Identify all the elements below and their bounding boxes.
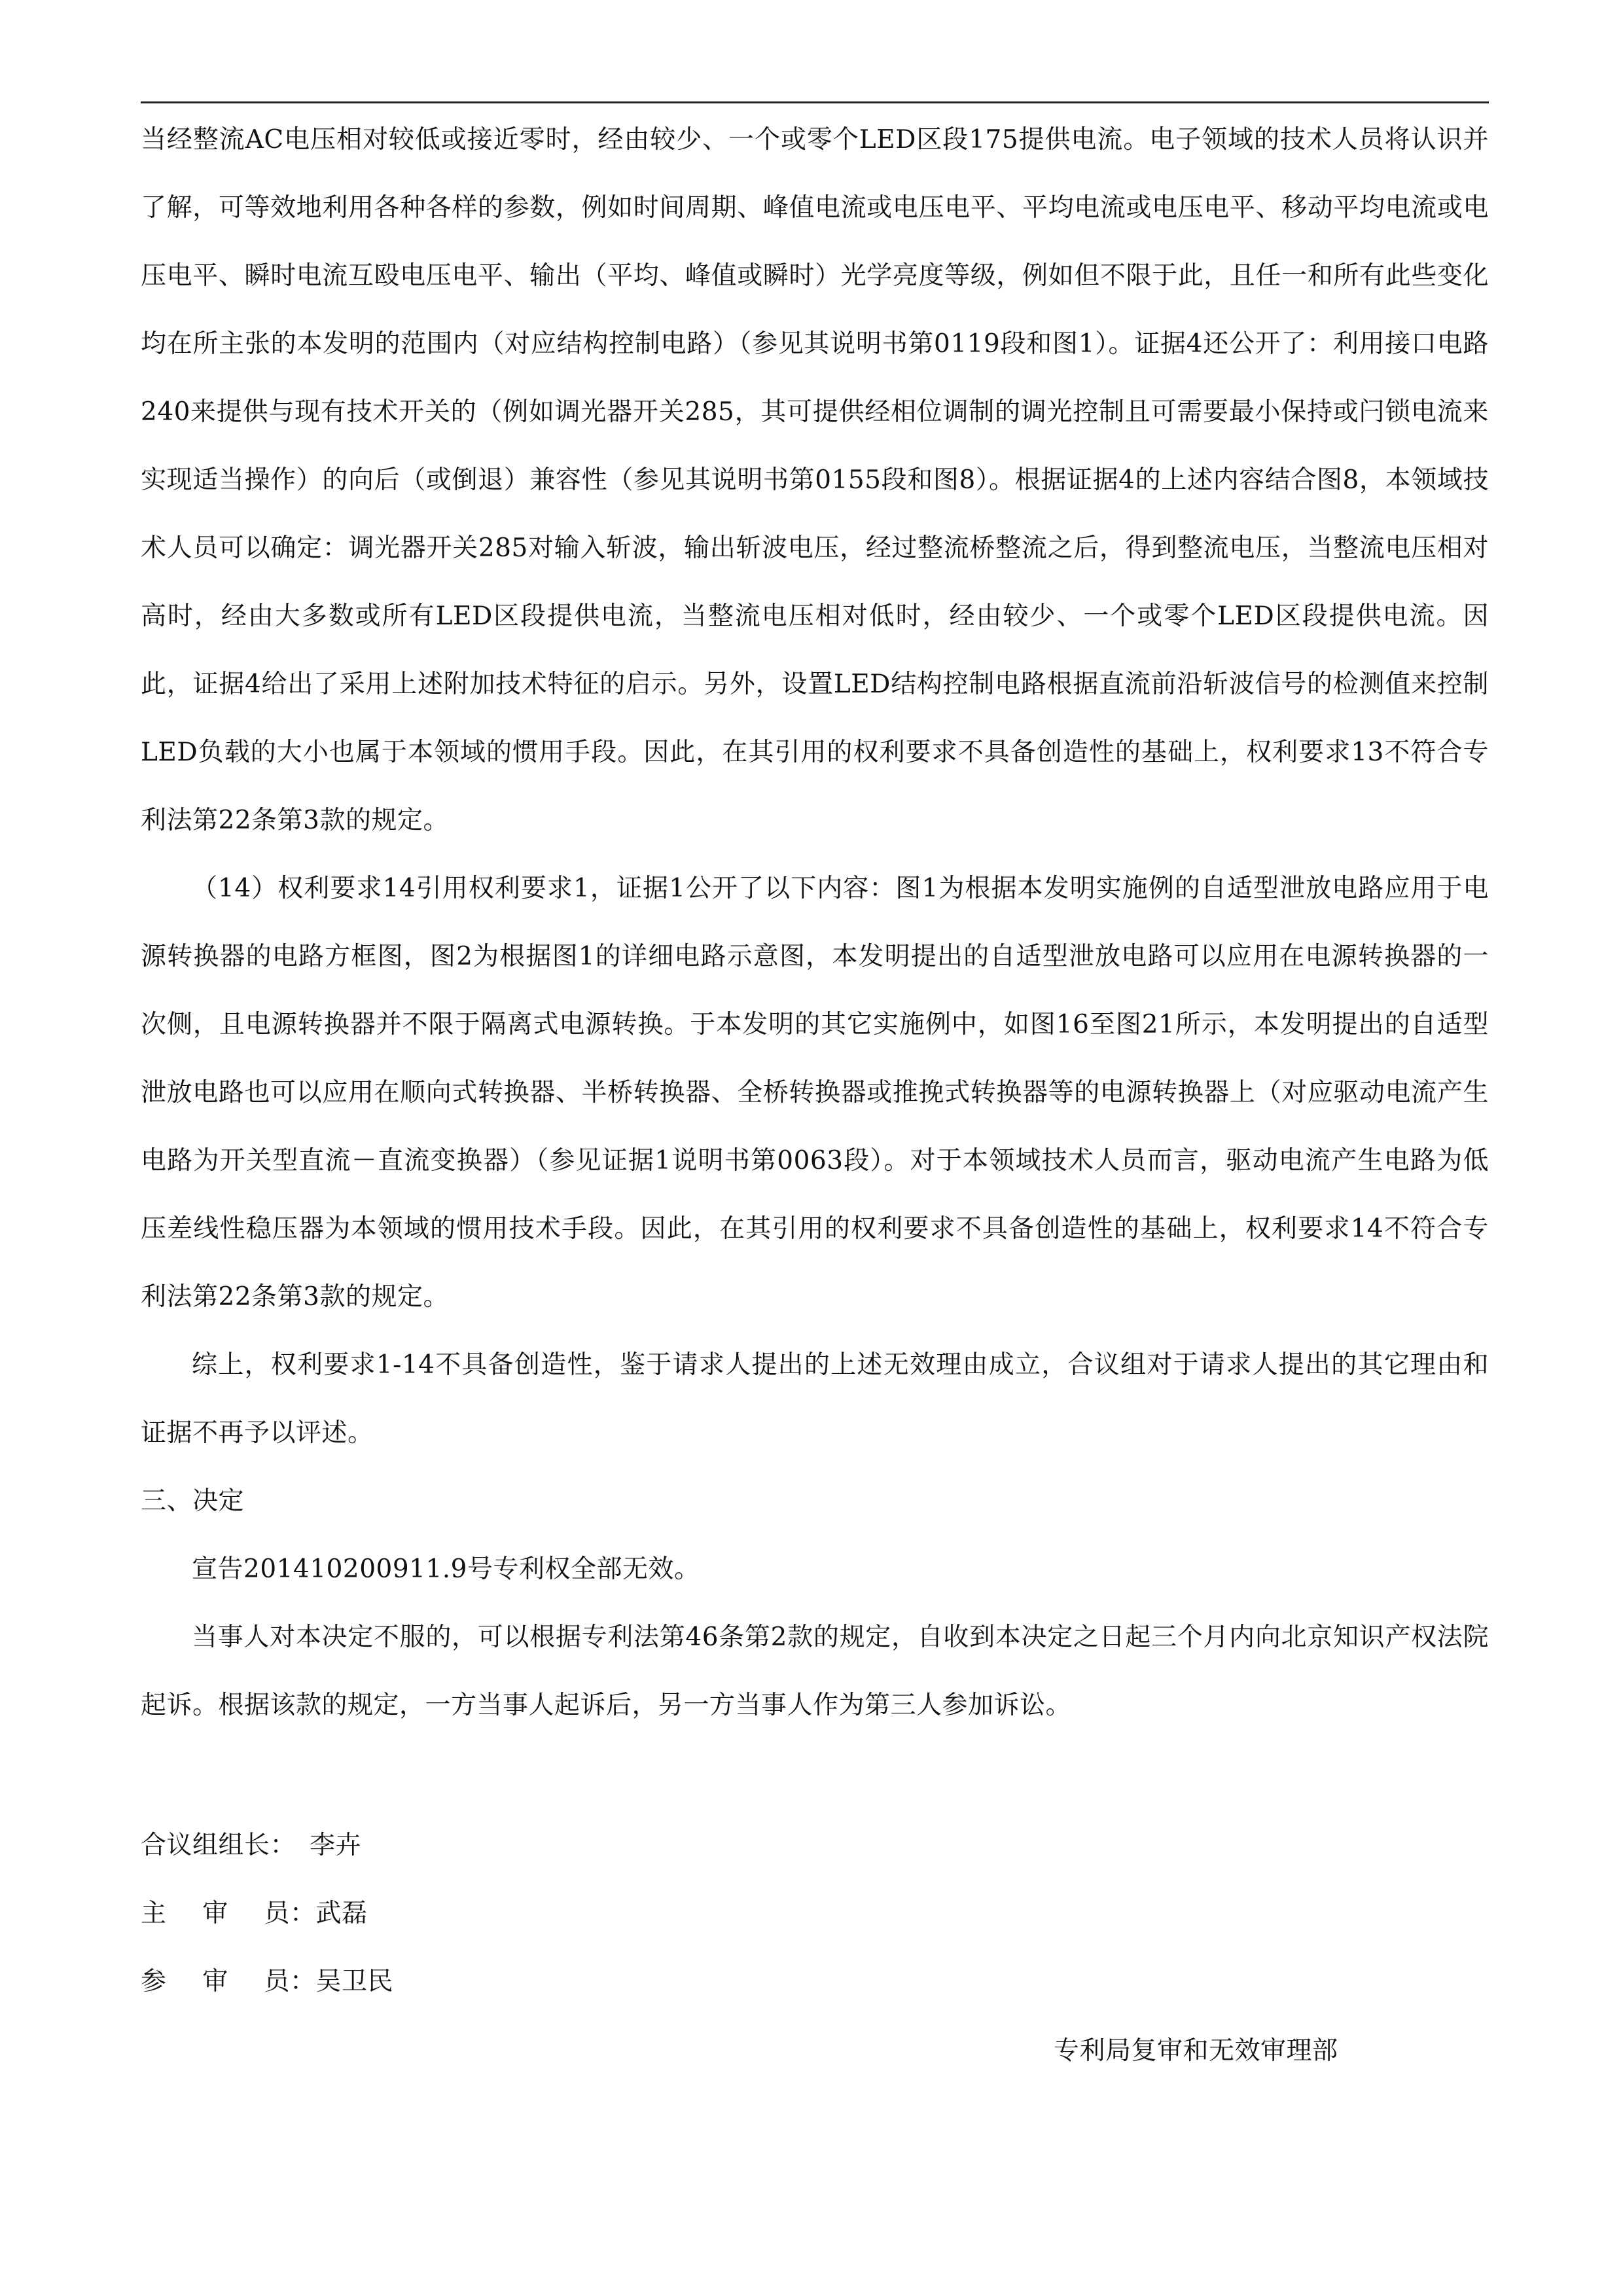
paragraph-claim-14-analysis: （14）权利要求14引用权利要求1，证据1公开了以下内容：图1为根据本发明实施例的自适型泄放电路应用于电源转换器的电路方框图，图2为根据图1的详细电路示意图，本发明提出的自适型泄放电路可以应用在电源转换器的一次侧，且电源转换器并不限于隔离式电源转换。于本发明的其它实施例中，如图16至图21所示，本发明提出的自适型泄放电路也可以应用在顺向式转换器、半桥转换器、全桥转换器或推挽式转换器等的电源转换器上（对应驱动电流产生电路为开关型直流－直流变换器）（参见证据1说明书第0063段）。对于本领域技术人员而言，驱动电流产生电路为低压差线性稳压器为本领域的惯用技术手段。因此，在其引用的权利要求不具备创造性的基础上，权利要求14不符合专利法第22条第3款的规定。 — [141, 874, 1489, 1312]
appeal-notice: 当事人对本决定不服的，可以根据专利法第46条第2款的规定，自收到本决定之日起三个月内向北京知识产权法院起诉。根据该款的规定，一方当事人起诉后，另一方当事人作为第三人参加诉讼。 — [141, 1623, 1489, 1720]
signature-spacer — [141, 1740, 1489, 1812]
paragraph-claim-13-analysis: 当经整流AC电压相对较低或接近零时，经由较少、一个或零个LED区段175提供电流。电子领域的技术人员将认识并了解，可等效地利用各种各样的参数，例如时间周期、峰值电流或电压电平、平均电流或电压电平、移动平均电流或电压电平、瞬时电流互殴电压电平、输出（平均、峰值或瞬时）光学亮度等级，例如但不限于此，且任一和所有此些变化均在所主张的本发明的范围内（对应结构控制电路）（参见其说明书第0119段和图1）。证据4还公开了：利用接口电路240来提供与现有技术开关的（例如调光器开关285，其可提供经相位调制的调光控制且可需要最小保持或闩锁电流来实现适当操作）的向后（或倒退）兼容性（参见其说明书第0155段和图8）。根据证据4的上述内容结合图8，本领域技术人员可以确定：调光器开关285对输入斩波，输出斩波电压，经过整流桥整流之后，得到整流电压，当整流电压相对高时，经由大多数或所有LED区段提供电流，当整流电压相对低时，经由较少、一个或零个LED区段提供电流。因此，证据4给出了采用上述附加技术特征的启示。另外，设置LED结构控制电路根据直流前沿斩波信号的检测值来控制LED负载的大小也属于本领域的惯用手段。因此，在其引用的权利要求不具备创造性的基础上，权利要求13不符合专利法第22条第3款的规定。 — [141, 125, 1489, 835]
signature-colon: ： — [290, 1967, 316, 1996]
signature-label: 参 审 员 — [141, 1967, 290, 1996]
signature-main-examiner — [141, 1880, 1489, 1948]
issuing-department: 专利局复审和无效审理部 — [1054, 2036, 1338, 2066]
signature-colon: ： — [290, 1899, 316, 1928]
signature-chief — [141, 1812, 1489, 1880]
signature-label: 主 审 员 — [141, 1899, 290, 1928]
signature-name: 武磊 — [315, 1899, 368, 1928]
document-body — [141, 106, 1489, 2085]
signature-co-examiner — [141, 1948, 1489, 2016]
section-heading-decision: 三、决定 — [141, 1486, 245, 1516]
signature-name: 吴卫民 — [315, 1967, 394, 1996]
signature-label: 合议组组长： — [141, 1831, 296, 1860]
paragraph-conclusion: 综上，权利要求1-14不具备创造性，鉴于请求人提出的上述无效理由成立，合议组对于请求人提出的其它理由和证据不再予以评述。 — [141, 1350, 1489, 1448]
signature-name: 李卉 — [310, 1831, 362, 1860]
header-rule — [141, 101, 1489, 103]
decision-statement: 宣告201410200911.9号专利权全部无效。 — [192, 1554, 700, 1584]
